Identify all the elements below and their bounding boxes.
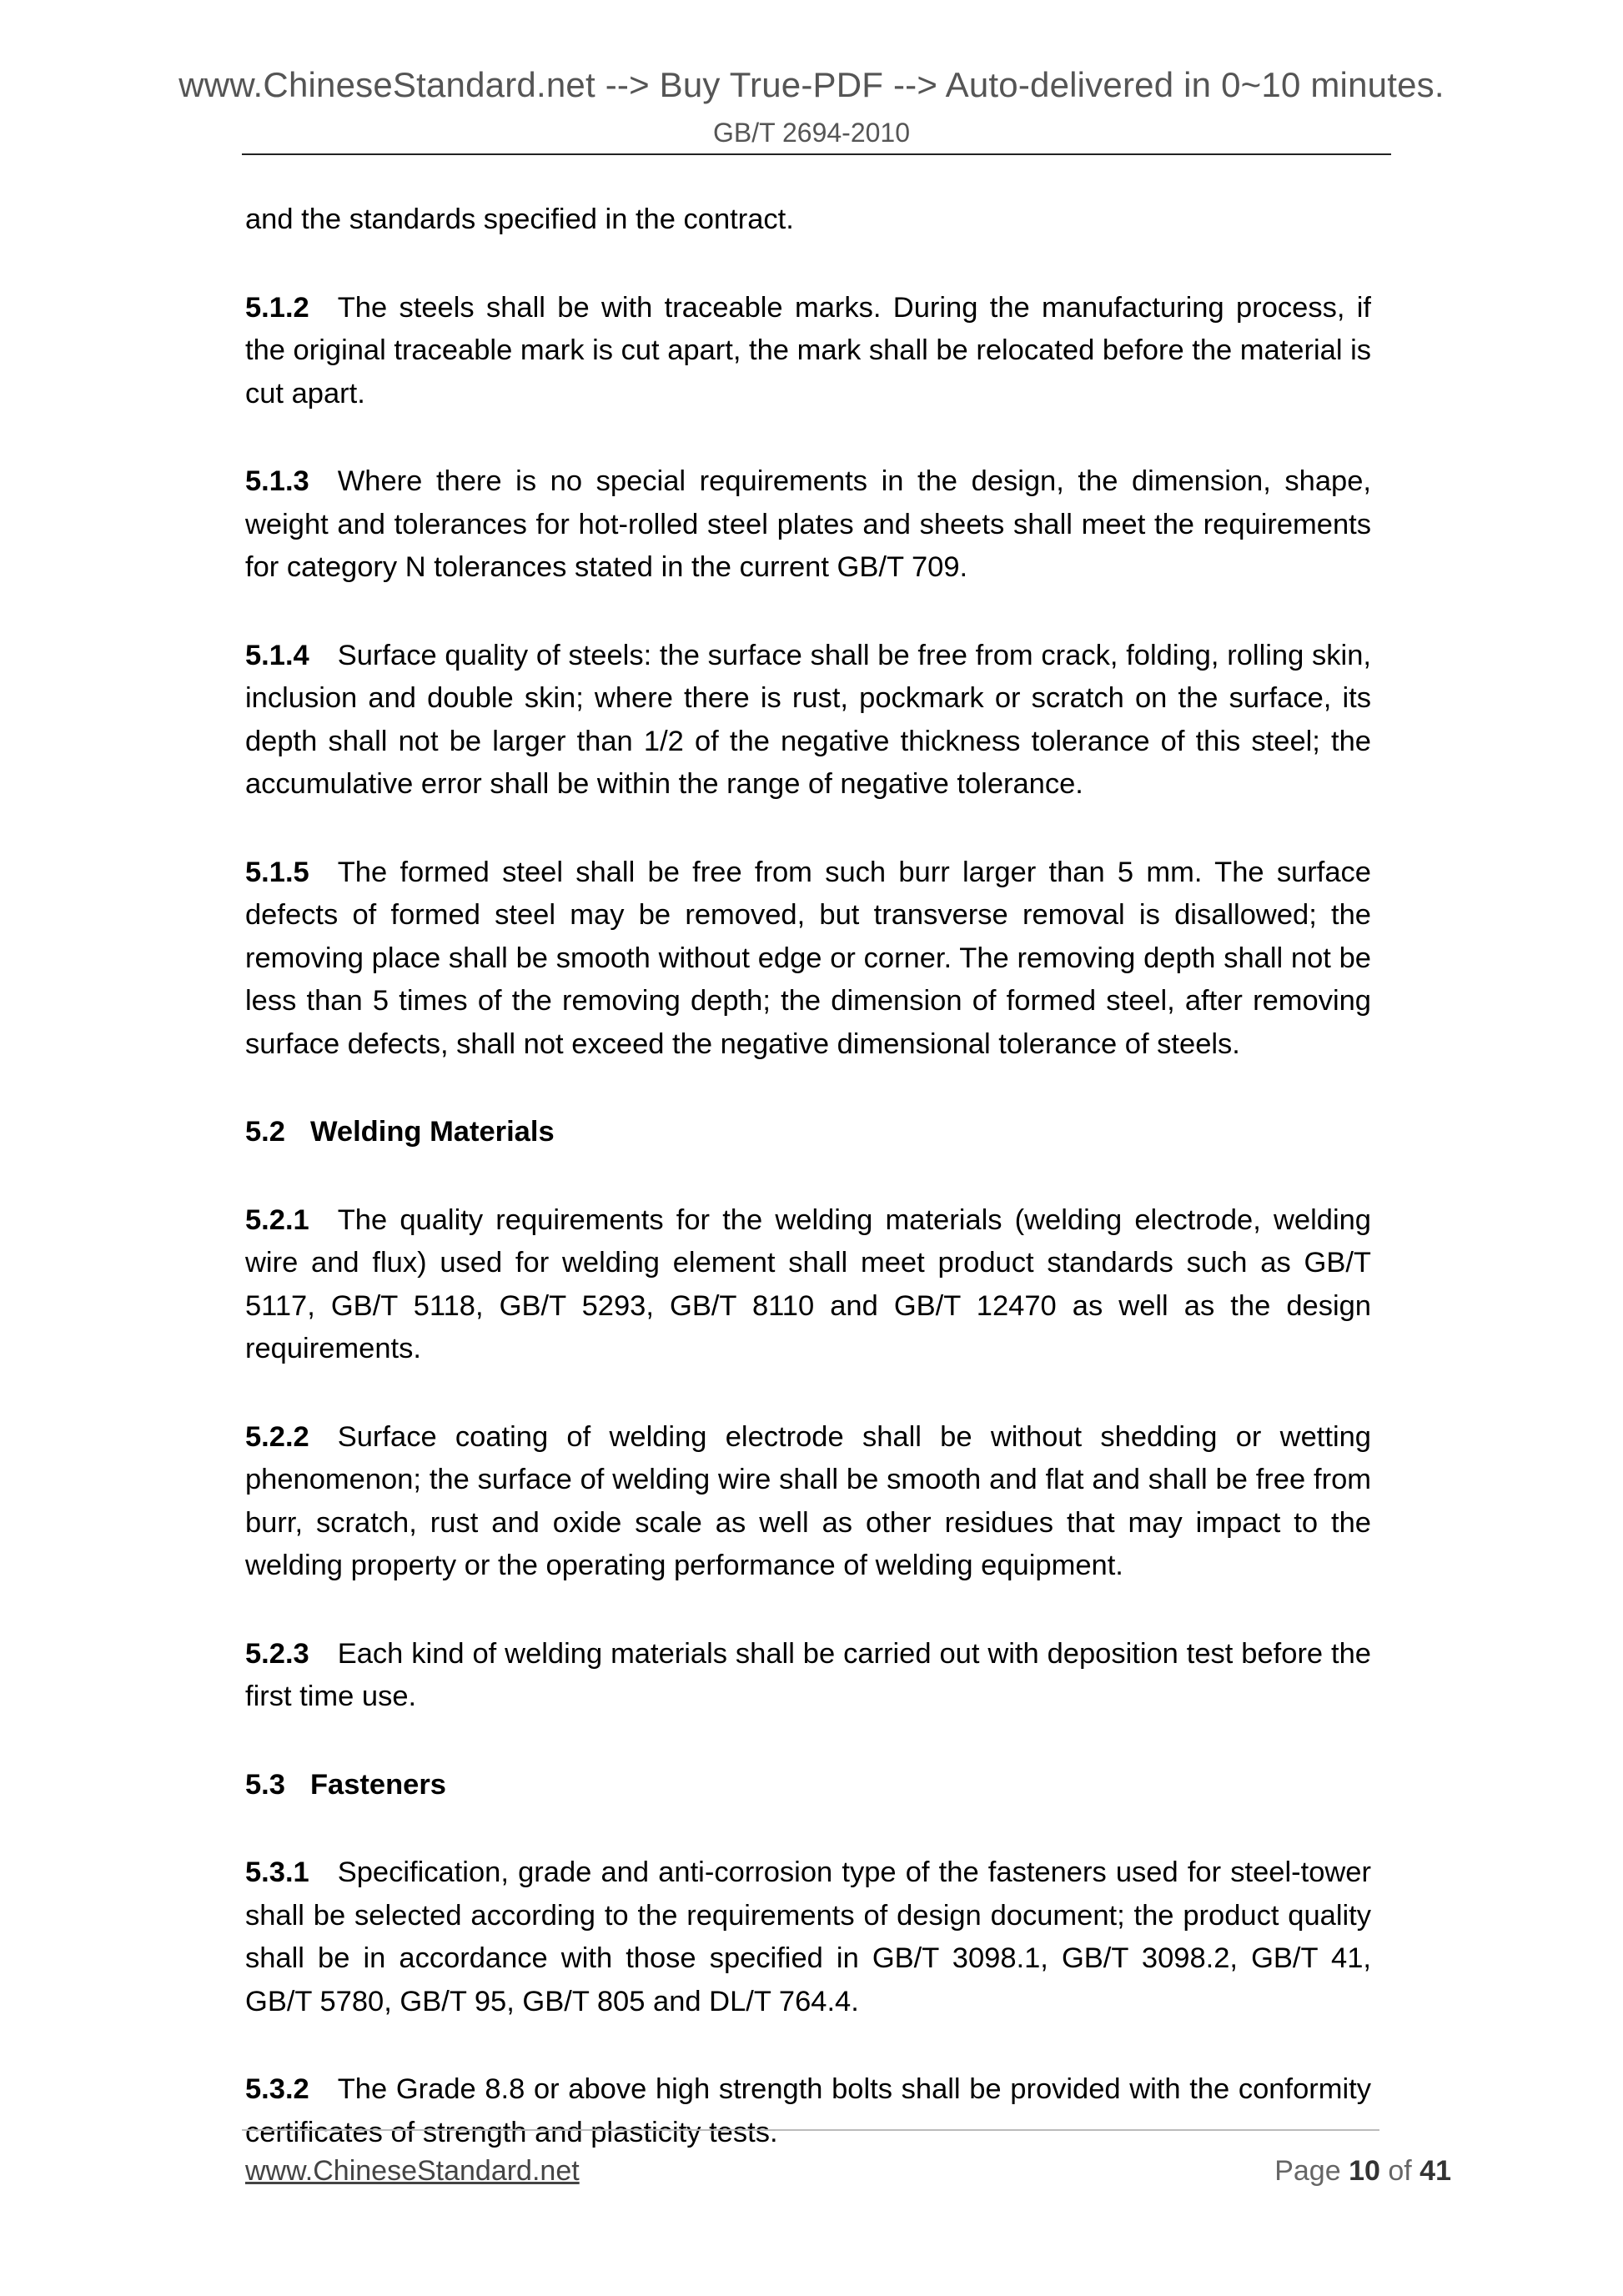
clause-number: 5.1.2 (245, 291, 309, 324)
clause-5-1-5 (245, 852, 1371, 1067)
header-banner: www.ChineseStandard.net --> Buy True-PDF --> Auto-delivered in 0~10 minutes. (178, 65, 1445, 104)
clause-number: 5.2.3 (245, 1637, 309, 1670)
clause-5-2-2 (245, 1416, 1371, 1588)
section-number: 5.3 (245, 1768, 285, 1801)
clause-5-1-2 (245, 287, 1371, 416)
header-divider (242, 153, 1391, 155)
clause-number: 5.1.3 (245, 465, 309, 497)
clause-5-1-4 (245, 635, 1371, 806)
clause-5-2-3 (245, 1633, 1371, 1719)
page-indicator (1274, 2155, 1451, 2188)
section-heading-5-2 (245, 1111, 1371, 1154)
clause-text: Where there is no special requirements in the design, the dimension, shape, weight and tolerances for hot-rolled steel plates and sheets shall meet the requirements for category N tolerances stated in the current GB/T 709. (245, 465, 1371, 583)
document-code: GB/T 2694-2010 (712, 118, 910, 148)
clause-5-3-1 (245, 1851, 1371, 2023)
document-body (245, 198, 1371, 2199)
continuation-paragraph (245, 198, 1371, 242)
clause-text: Each kind of welding materials shall be carried out with deposition test before the first time use. (245, 1637, 1371, 1712)
clause-text: Surface quality of steels: the surface shall be free from crack, folding, rolling skin, inclusion and double skin; where there is rust, pockmark or scratch on the surface, its depth shall not be larger than 1/2 of the negative thickness tolerance of this steel; the accumulative error shall be within the range of negative tolerance. (245, 639, 1371, 800)
section-title: Fasteners (309, 1768, 446, 1801)
clause-text: The formed steel shall be free from such burr larger than 5 mm. The surface defects of formed steel may be removed, but transverse removal is disallowed; the removing place shall be smooth without edge or corner. The removing depth shall not be less than 5 times of the removing depth; the dimension of formed steel, after removing surface defects, shall not exceed the negative dimensional tolerance of steels. (245, 856, 1371, 1060)
clause-text: Surface coating of welding electrode shall be without shedding or wetting phenomenon; the surface of welding wire shall be smooth and flat and shall be free from burr, scratch, rust and oxide scale as well as other residues that may impact to the welding property or the operating performance of welding equipment. (245, 1420, 1371, 1581)
section-number: 5.2 (245, 1116, 285, 1148)
clause-text: Specification, grade and anti-corrosion type of the fasteners used for steel-tower shall be selected according to the requirements of design document; the product quality shall be in accordance with those specified in GB/T 3098.1, GB/T 3098.2, GB/T 41, GB/T 5780, GB/T 95, GB/T 805 and DL/T 764.4. (245, 1856, 1371, 2017)
page-word: Page (1274, 2155, 1341, 2187)
clause-5-1-3 (245, 460, 1371, 590)
clause-text: The steels shall be with traceable marks. During the manufacturing process, if the original traceable mark is cut apart, the mark shall be relocated before the material is cut apart. (245, 291, 1371, 409)
clause-number: 5.1.5 (245, 856, 309, 888)
page-current: 10 (1349, 2155, 1380, 2187)
section-title: Welding Materials (309, 1116, 555, 1148)
clause-number: 5.1.4 (245, 639, 309, 671)
clause-number: 5.3.1 (245, 1856, 309, 1888)
section-heading-5-3 (245, 1764, 1371, 1807)
paragraph-text: and the standards specified in the contract. (245, 203, 794, 235)
clause-number: 5.3.2 (245, 2073, 309, 2105)
page-of-word: of (1388, 2155, 1412, 2187)
clause-text: The quality requirements for the welding materials (welding electrode, welding wire and flux) used for welding element shall meet product standards such as GB/T 5117, GB/T 5118, GB/T 5293, GB/T 8110 and GB/T 12470 as well as the design requirements. (245, 1203, 1371, 1364)
clause-5-2-1 (245, 1199, 1371, 1371)
clause-number: 5.2.2 (245, 1420, 309, 1453)
footer-divider (242, 2129, 1379, 2131)
clause-number: 5.2.1 (245, 1203, 309, 1236)
clause-5-3-2 (245, 2068, 1371, 2154)
clause-text: The Grade 8.8 or above high strength bolts shall be provided with the conformity certificates of strength and plasticity tests. (245, 2073, 1371, 2148)
footer-website-link[interactable]: www.ChineseStandard.net (245, 2155, 580, 2187)
page-total: 41 (1419, 2155, 1451, 2187)
